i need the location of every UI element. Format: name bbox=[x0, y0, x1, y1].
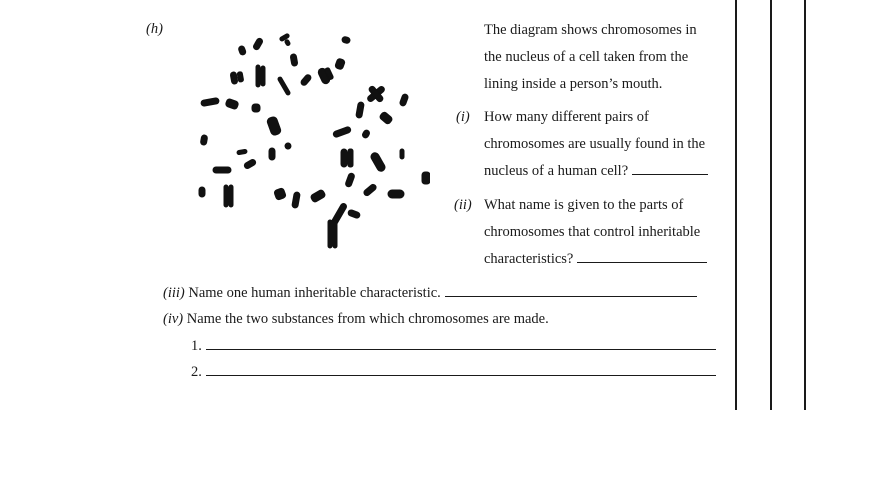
intro-line: lining inside a person’s mouth. bbox=[484, 76, 663, 92]
chromosome bbox=[341, 36, 350, 44]
sub-question-ii bbox=[484, 192, 707, 273]
chromosome bbox=[199, 187, 205, 197]
chromosome bbox=[333, 126, 352, 138]
question-line: chromosomes that control inheritable bbox=[484, 224, 701, 240]
answer-line-ii[interactable] bbox=[577, 261, 707, 263]
chromosome bbox=[230, 71, 244, 85]
chromosome bbox=[399, 93, 409, 106]
sub-question-ii-label: (ii) bbox=[454, 197, 472, 213]
chromosome-diagram bbox=[190, 30, 430, 250]
answer-number: 2. bbox=[191, 364, 202, 380]
chromosome bbox=[266, 116, 282, 136]
chromosome bbox=[237, 149, 248, 155]
chromosome bbox=[201, 97, 220, 106]
part-label: (h) bbox=[146, 21, 163, 37]
intro-line: The diagram shows chromosomes in bbox=[484, 22, 697, 38]
chromosome bbox=[388, 190, 404, 198]
question-text: Name one human inheritable characteristic. bbox=[188, 285, 441, 301]
chromosome bbox=[347, 209, 360, 219]
question-line: nucleus of a human cell? bbox=[484, 163, 629, 179]
sub-question-iv bbox=[163, 306, 549, 333]
question-text: Name the two substances from which chromosomes are made. bbox=[186, 311, 549, 327]
chromosome bbox=[243, 158, 256, 169]
question-line: chromosomes are usually found in the bbox=[484, 136, 706, 152]
chromosome bbox=[252, 37, 263, 50]
chromosome bbox=[290, 54, 298, 67]
question-line: characteristics? bbox=[484, 251, 574, 267]
chromosome bbox=[363, 81, 390, 108]
chromosome bbox=[310, 189, 326, 203]
chromosome bbox=[300, 73, 312, 86]
chromosome bbox=[224, 185, 233, 207]
chromosome bbox=[225, 98, 239, 110]
answer-line-iv-1[interactable] bbox=[206, 348, 716, 350]
margin-rule-3 bbox=[804, 0, 806, 410]
chromosome bbox=[200, 135, 208, 146]
answer-row-1 bbox=[191, 333, 716, 360]
answer-row-2 bbox=[191, 359, 716, 386]
chromosome bbox=[269, 148, 275, 160]
sub-question-iii bbox=[163, 280, 697, 307]
answer-number: 1. bbox=[191, 338, 202, 354]
chromosome bbox=[213, 167, 231, 173]
chromosome bbox=[363, 183, 378, 197]
chromosome bbox=[341, 149, 353, 167]
intro-text bbox=[484, 17, 697, 98]
chromosome bbox=[361, 129, 370, 139]
chromosome bbox=[422, 172, 430, 184]
margin-rule-1 bbox=[735, 0, 737, 410]
chromosome bbox=[256, 65, 265, 87]
sub-question-iii-label: (iii) bbox=[163, 285, 185, 301]
chromosome bbox=[400, 149, 404, 159]
sub-question-i bbox=[484, 104, 708, 185]
chromosome bbox=[252, 104, 260, 112]
answer-line-iv-2[interactable] bbox=[206, 374, 716, 376]
chromosome bbox=[356, 102, 365, 119]
chromosome bbox=[345, 172, 355, 187]
chromosome bbox=[328, 220, 337, 248]
question-line: What name is given to the parts of bbox=[484, 197, 684, 213]
sub-question-iv-label: (iv) bbox=[163, 311, 184, 327]
chromosome bbox=[379, 111, 393, 125]
chromosome bbox=[238, 45, 247, 56]
answer-line-i[interactable] bbox=[632, 173, 708, 175]
margin-rule-2 bbox=[770, 0, 772, 410]
answer-line-iii[interactable] bbox=[445, 295, 697, 297]
chromosome bbox=[279, 33, 293, 48]
chromosome bbox=[277, 76, 290, 95]
sub-question-i-label: (i) bbox=[456, 109, 470, 125]
intro-line: the nucleus of a cell taken from the bbox=[484, 49, 689, 65]
question-line: How many different pairs of bbox=[484, 109, 649, 125]
chromosome bbox=[285, 143, 292, 150]
chromosome bbox=[335, 58, 346, 70]
chromosome bbox=[292, 192, 301, 209]
chromosome bbox=[370, 151, 387, 172]
chromosome bbox=[317, 65, 335, 85]
chromosome bbox=[274, 188, 287, 201]
